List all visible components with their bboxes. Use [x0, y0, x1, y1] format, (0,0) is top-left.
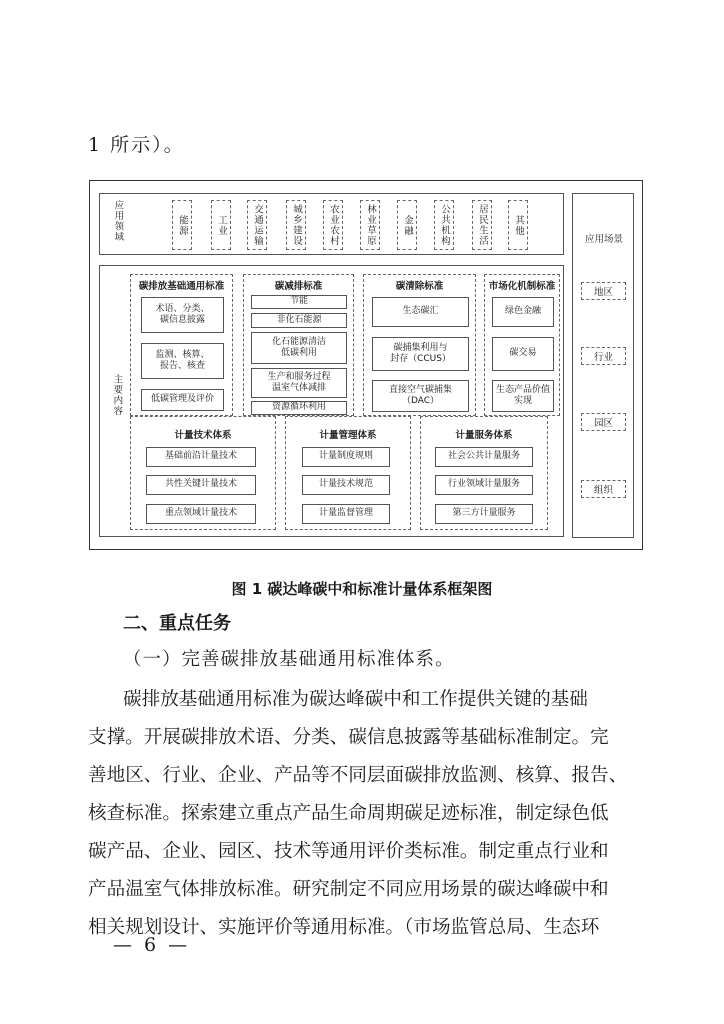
standard-item: 资源循环利用 [251, 401, 347, 415]
group-measurement-service [420, 416, 548, 530]
application-field: 城乡建设 [286, 200, 306, 250]
group-title: 碳减排标准 [274, 281, 323, 292]
standard-item: 计量制度规则 [302, 447, 390, 467]
application-field: 林业草原 [360, 200, 380, 250]
group-emission-reduction [243, 274, 354, 416]
standard-item: 化石能源清洁 低碳利用 [251, 332, 347, 364]
standard-item: 术语、分类、 碳信息披露 [141, 297, 224, 333]
standard-item: 直接空气碳捕集 （DAC） [372, 380, 469, 412]
scenario-item: 地区 [581, 282, 626, 300]
application-field: 金融 [397, 200, 417, 250]
standard-item: 共性关键计量技术 [146, 475, 256, 495]
paragraph-line: 碳排放基础通用标准为碳达峰碳中和工作提供关键的基础 [123, 689, 588, 710]
standard-item: 生产和服务过程 温室气体减排 [251, 368, 347, 398]
application-field: 农业农村 [323, 200, 343, 250]
paragraph-line: 相关规划设计、实施评价等通用标准。（市场监管总局、生态环 [88, 917, 600, 938]
application-field: 其他 [508, 200, 528, 250]
standard-item: 重点领域计量技术 [146, 504, 256, 524]
standard-item: 计量监督管理 [302, 504, 390, 524]
standard-item: 计量技术规范 [302, 475, 390, 495]
application-area-box [99, 193, 564, 255]
standard-item: 碳捕集利用与 封存（CCUS） [372, 337, 469, 371]
group-market-mechanism [484, 274, 560, 416]
standard-item: 第三方计量服务 [435, 504, 533, 524]
standard-item: 社会公共计量服务 [435, 447, 533, 467]
group-title: 市场化机制标准 [488, 281, 556, 292]
application-field: 公共机构 [434, 200, 454, 250]
paragraph-line: 核查标准。探索建立重点产品生命周期碳足迹标准，制定绿色低 [88, 803, 609, 824]
subsection-heading: （一）完善碳排放基础通用标准体系。 [123, 649, 455, 670]
group-carbon-removal [363, 274, 476, 416]
standard-item: 监测、核算、 报告、核查 [141, 343, 224, 379]
standard-item: 生态产品价值 实现 [492, 380, 554, 412]
paragraph-line: 产品温室气体排放标准。研究制定不同应用场景的碳达峰碳中和 [88, 879, 609, 900]
group-measurement-technology [130, 416, 276, 530]
paragraph-line: 支撑。开展碳排放术语、分类、碳信息披露等基础标准制定。完 [88, 727, 609, 748]
main-content-box [99, 265, 564, 537]
group-title: 计量管理体系 [319, 430, 377, 441]
standard-item: 生态碳汇 [372, 297, 469, 327]
group-title: 计量技术体系 [174, 430, 232, 441]
group-title: 碳清除标准 [395, 281, 444, 292]
paragraph-line: 善地区、行业、企业、产品等不同层面碳排放监测、核算、报告、 [88, 765, 628, 786]
standard-item: 碳交易 [492, 337, 554, 371]
application-area-label: 应用领域 [112, 200, 124, 242]
page-number: — 6 — [113, 934, 191, 956]
application-field: 能源 [172, 200, 192, 250]
group-title: 计量服务体系 [455, 430, 513, 441]
standard-item: 非化石能源 [251, 313, 347, 328]
figure-caption: 图 1 碳达峰碳中和标准计量体系框架图 [231, 580, 493, 598]
standard-item: 行业领域计量服务 [435, 475, 533, 495]
standard-item: 节能 [251, 295, 347, 309]
scenario-item: 行业 [581, 347, 626, 365]
standard-item: 基础前沿计量技术 [146, 447, 256, 467]
scenarios-title: 应用场景 [584, 234, 623, 245]
paragraph-line: 碳产品、企业、园区、技术等通用评价类标准。制定重点行业和 [88, 841, 609, 862]
section-heading: 二、重点任务 [123, 613, 231, 634]
application-field: 居民生活 [472, 200, 492, 250]
standard-item: 绿色金融 [492, 297, 554, 327]
application-field: 交通运输 [247, 200, 267, 250]
group-basic-standards [130, 274, 233, 416]
scenario-item: 园区 [581, 413, 626, 431]
application-scenarios-box [572, 193, 634, 538]
standard-item: 低碳管理及评价 [141, 389, 224, 411]
scenario-item: 组织 [581, 480, 626, 498]
continued-text-line: 1 所示）。 [88, 134, 185, 156]
group-title: 碳排放基础通用标准 [138, 281, 225, 292]
application-field: 工业 [211, 200, 231, 250]
group-measurement-management [285, 416, 411, 530]
main-content-label: 主要内容 [111, 374, 123, 416]
